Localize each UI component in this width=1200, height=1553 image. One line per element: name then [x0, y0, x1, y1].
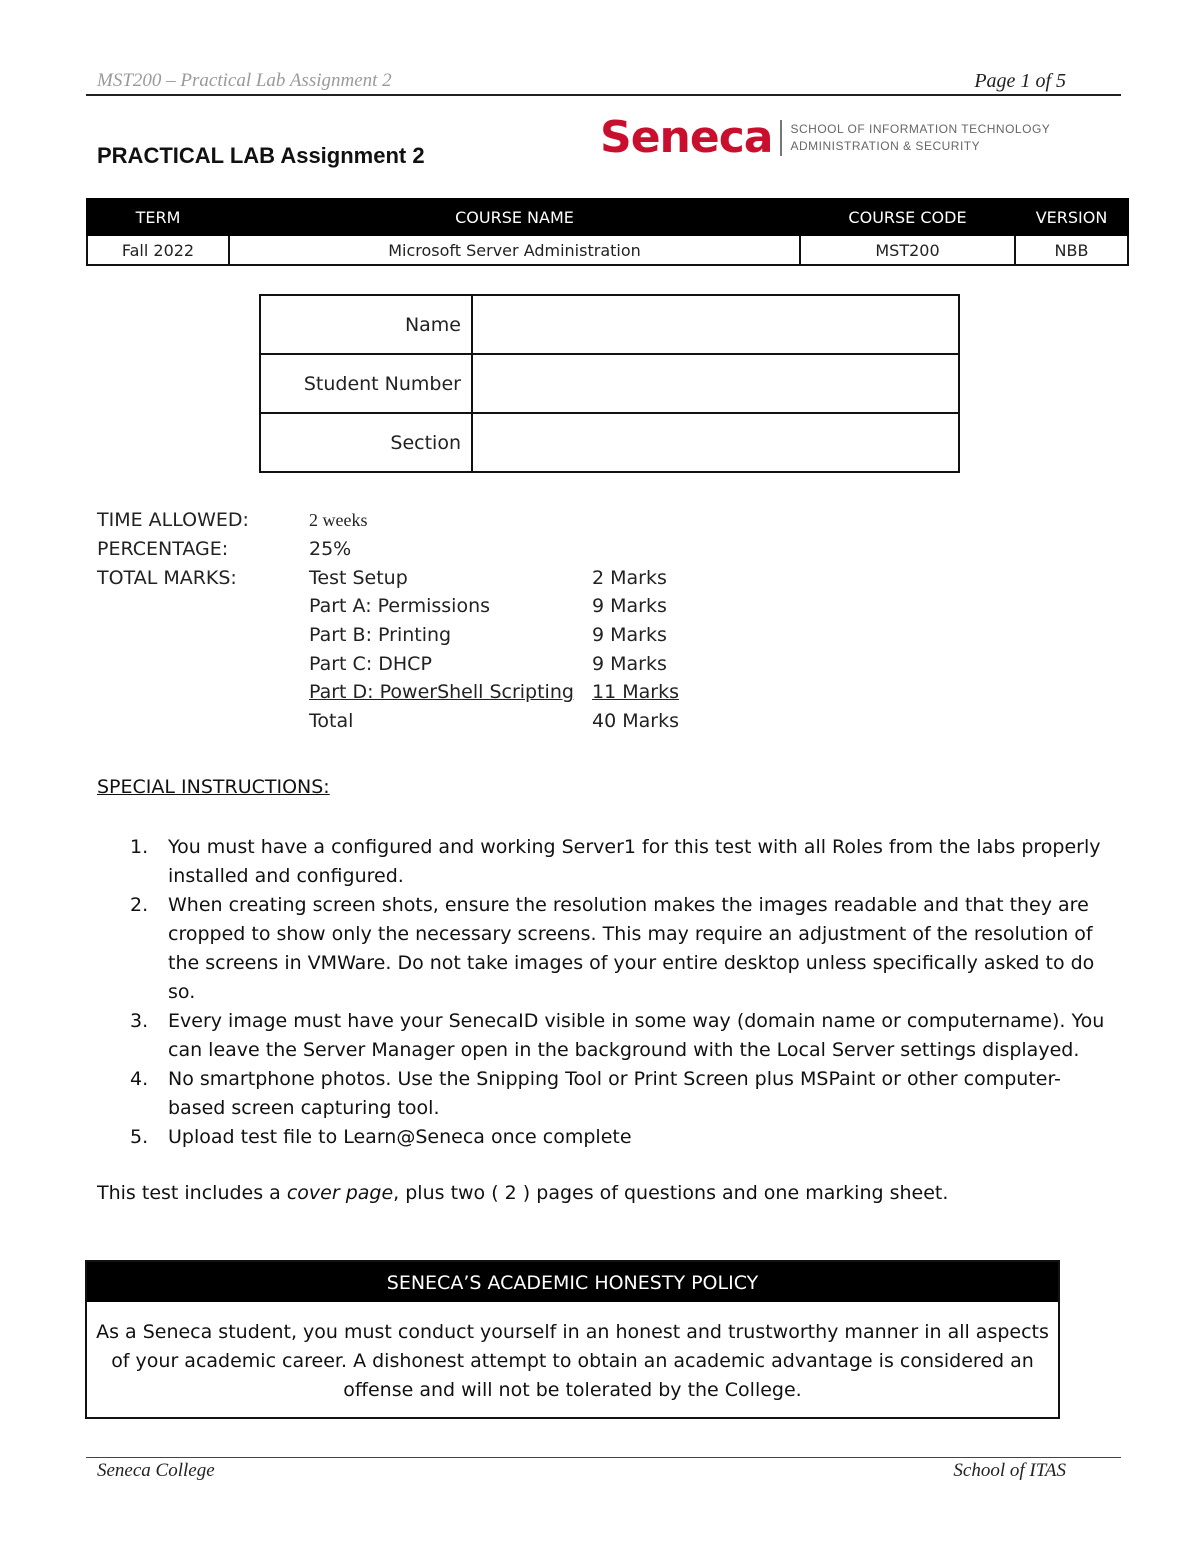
part-name: Part C: DHCP	[309, 653, 432, 675]
footer-left: Seneca College	[97, 1460, 215, 1481]
course-table	[86, 198, 1129, 266]
part-marks: 9 Marks	[592, 624, 667, 646]
part-marks: 9 Marks	[592, 595, 667, 617]
page-title: PRACTICAL LAB Assignment 2	[97, 143, 425, 168]
logo-wordmark: Seneca	[600, 112, 773, 163]
logo-school-name	[790, 121, 1050, 155]
summary-emphasis: cover page	[286, 1182, 394, 1204]
page-summary	[97, 1182, 948, 1204]
table-row	[260, 295, 959, 354]
policy-title: SENECA’S ACADEMIC HONESTY POLICY	[87, 1262, 1058, 1302]
col-header-term: TERM	[87, 199, 229, 235]
item-text: When creating screen shots, ensure the resolution makes the images readable and that they are cropped to show only the necessary screens. This may require an adjustment of the resolution of the screens in VMWare. Do not take images of your entire desktop unless specifically asked to do so.	[168, 894, 1095, 1003]
item-text: Every image must have your SenecaID visible in some way (domain name or computername). You can leave the Server Manager open in the background with the Local Server settings displayed.	[168, 1010, 1105, 1061]
part-name: Test Setup	[309, 567, 408, 589]
list-item	[130, 891, 1105, 1007]
logo-divider	[780, 120, 782, 156]
item-text: Upload test file to Learn@Seneca once complete	[168, 1126, 632, 1148]
header-rule	[86, 94, 1121, 96]
seneca-logo	[600, 113, 1050, 163]
name-label: Name	[260, 295, 472, 354]
table-row	[260, 354, 959, 413]
percentage-value: 25%	[309, 538, 352, 560]
col-header-version: VERSION	[1015, 199, 1128, 235]
item-text: You must have a configured and working Server1 for this test with all Roles from the labs properly installed and configured.	[168, 836, 1101, 887]
summary-text: This test includes a	[97, 1182, 287, 1204]
footer-rule	[86, 1457, 1121, 1458]
item-number: 1.	[130, 836, 149, 858]
part-name: Part A: Permissions	[309, 595, 491, 617]
part-marks: 2 Marks	[592, 567, 667, 589]
section-field[interactable]	[472, 413, 959, 472]
name-field[interactable]	[472, 295, 959, 354]
list-item	[130, 1065, 1105, 1123]
item-number: 4.	[130, 1068, 149, 1090]
cell-course-code: MST200	[800, 235, 1015, 265]
running-header-left: MST200 – Practical Lab Assignment 2	[97, 70, 392, 91]
instructions-list	[130, 833, 1105, 1152]
student-number-field[interactable]	[472, 354, 959, 413]
col-header-course-name: COURSE NAME	[229, 199, 800, 235]
course-table-header	[87, 199, 1128, 235]
summary-text-end: , plus two ( 2 ) pages of questions and one marking sheet.	[393, 1182, 949, 1204]
table-row	[87, 235, 1128, 265]
item-number: 5.	[130, 1126, 149, 1148]
time-allowed-value: 2 weeks	[309, 510, 368, 530]
time-allowed-label: TIME ALLOWED:	[97, 509, 249, 531]
total-name: Total	[309, 710, 354, 732]
total-marks-value: 40 Marks	[592, 710, 679, 732]
list-item	[130, 833, 1105, 891]
cell-course-name: Microsoft Server Administration	[229, 235, 800, 265]
page-number: Page 1 of 5	[974, 70, 1066, 92]
part-marks: 9 Marks	[592, 653, 667, 675]
honesty-policy-box	[85, 1260, 1060, 1419]
part-name: Part D: PowerShell Scripting	[309, 681, 574, 703]
part-marks: 11 Marks	[592, 681, 679, 703]
cell-version: NBB	[1015, 235, 1128, 265]
list-item	[130, 1007, 1105, 1065]
instructions-heading: SPECIAL INSTRUCTIONS:	[97, 776, 330, 798]
item-text: No smartphone photos. Use the Snipping Tool or Print Screen plus MSPaint or other computer-based screen capturing tool.	[168, 1068, 1061, 1119]
cell-term: Fall 2022	[87, 235, 229, 265]
footer-right: School of ITAS	[953, 1460, 1066, 1481]
section-label: Section	[260, 413, 472, 472]
part-name: Part B: Printing	[309, 624, 452, 646]
item-number: 3.	[130, 1010, 149, 1032]
student-info-table	[259, 294, 960, 473]
student-number-label: Student Number	[260, 354, 472, 413]
col-header-course-code: COURSE CODE	[800, 199, 1015, 235]
percentage-label: PERCENTAGE:	[97, 538, 229, 560]
policy-text: As a Seneca student, you must conduct yourself in an honest and trustworthy manner in all aspects of your academic career. A dishonest attempt to obtain an academic advantage is considered an offense and will not be tolerated by the College.	[96, 1321, 1049, 1401]
total-marks-label: TOTAL MARKS:	[97, 567, 237, 589]
item-number: 2.	[130, 894, 149, 916]
list-item	[130, 1123, 1105, 1152]
logo-school-line2: ADMINISTRATION & SECURITY	[790, 139, 981, 153]
logo-school-line1: SCHOOL OF INFORMATION TECHNOLOGY	[790, 122, 1051, 136]
table-row	[260, 413, 959, 472]
